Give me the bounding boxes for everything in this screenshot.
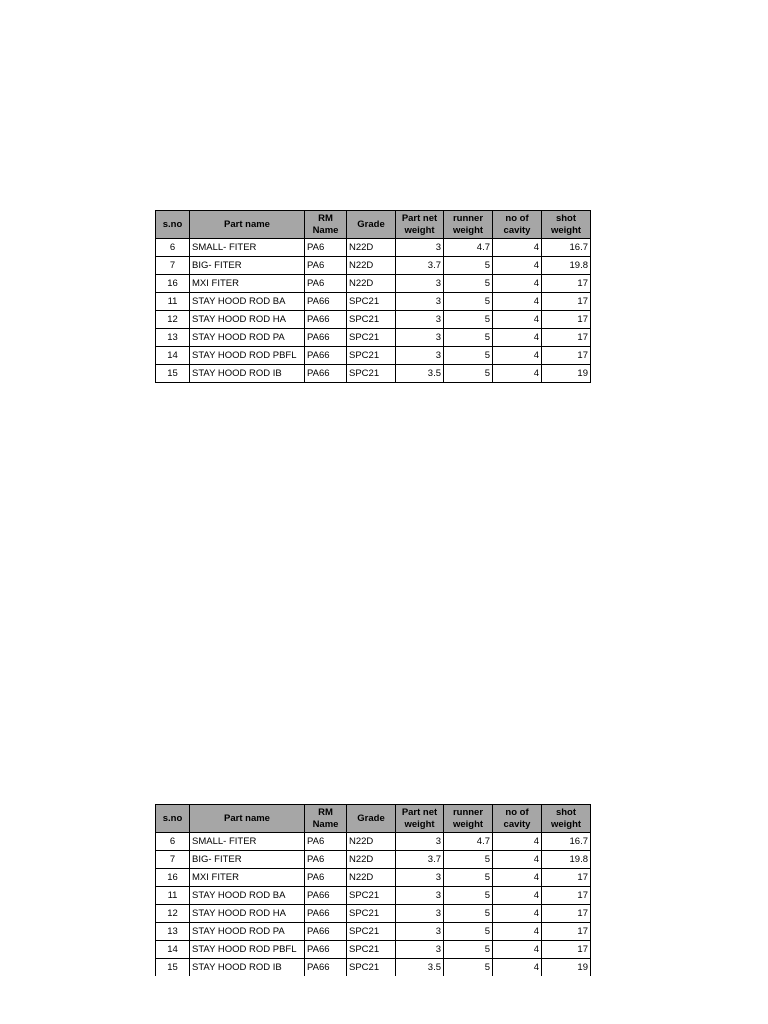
header-row <box>156 805 591 833</box>
part-net-weight-cell: 3 <box>396 311 444 329</box>
sno-cell: 16 <box>156 869 190 887</box>
rm-name-header: RM Name <box>305 805 347 833</box>
part-name-cell: STAY HOOD ROD HA <box>190 905 305 923</box>
sno-cell: 12 <box>156 905 190 923</box>
rm-name-cell: PA66 <box>305 311 347 329</box>
part-net-weight-cell: 3.5 <box>396 365 444 383</box>
runner-weight-cell: 5 <box>444 257 493 275</box>
shot-weight-cell: 16.7 <box>542 833 591 851</box>
part-name-cell: STAY HOOD ROD HA <box>190 311 305 329</box>
cavity-header: no of cavity <box>493 805 542 833</box>
rm-name-cell: PA6 <box>305 257 347 275</box>
cavity-cell: 4 <box>493 257 542 275</box>
cavity-cell: 4 <box>493 941 542 959</box>
grade-cell: SPC21 <box>347 365 396 383</box>
runner-weight-cell: 5 <box>444 275 493 293</box>
runner-weight-header: runner weight <box>444 211 493 239</box>
shot-weight-cell: 17 <box>542 275 591 293</box>
part-name-cell: STAY HOOD ROD BA <box>190 293 305 311</box>
rm-name-cell: PA66 <box>305 347 347 365</box>
grade-cell: SPC21 <box>347 941 396 959</box>
part-name-cell: STAY HOOD ROD IB <box>190 365 305 383</box>
part-name-cell: STAY HOOD ROD PA <box>190 923 305 941</box>
part-net-weight-cell: 3 <box>396 239 444 257</box>
part-net-weight-cell: 3.7 <box>396 851 444 869</box>
cavity-cell: 4 <box>493 293 542 311</box>
sno-cell: 7 <box>156 851 190 869</box>
parts-table-bottom <box>155 804 591 976</box>
part-net-weight-cell: 3 <box>396 923 444 941</box>
grade-cell: SPC21 <box>347 887 396 905</box>
table-row <box>156 959 591 977</box>
rm-name-cell: PA6 <box>305 239 347 257</box>
sno-cell: 15 <box>156 959 190 977</box>
runner-weight-cell: 5 <box>444 851 493 869</box>
shot-weight-cell: 17 <box>542 887 591 905</box>
table-row <box>156 851 591 869</box>
shot-weight-cell: 17 <box>542 293 591 311</box>
sno-cell: 15 <box>156 365 190 383</box>
part-name-cell: SMALL- FITER <box>190 239 305 257</box>
part-name-cell: STAY HOOD ROD PA <box>190 329 305 347</box>
runner-weight-cell: 4.7 <box>444 239 493 257</box>
cavity-header: no of cavity <box>493 211 542 239</box>
table-row <box>156 869 591 887</box>
runner-weight-cell: 5 <box>444 311 493 329</box>
table-row <box>156 923 591 941</box>
runner-weight-cell: 5 <box>444 347 493 365</box>
part-name-cell: SMALL- FITER <box>190 833 305 851</box>
rm-name-cell: PA6 <box>305 869 347 887</box>
grade-cell: N22D <box>347 257 396 275</box>
shot-weight-cell: 16.7 <box>542 239 591 257</box>
grade-cell: SPC21 <box>347 959 396 977</box>
shot-weight-cell: 19.8 <box>542 257 591 275</box>
grade-cell: SPC21 <box>347 329 396 347</box>
runner-weight-cell: 5 <box>444 959 493 977</box>
part-name-header: Part name <box>190 805 305 833</box>
shot-weight-header: shot weight <box>542 805 591 833</box>
cavity-cell: 4 <box>493 329 542 347</box>
shot-weight-cell: 17 <box>542 923 591 941</box>
rm-name-cell: PA6 <box>305 833 347 851</box>
runner-weight-cell: 5 <box>444 329 493 347</box>
rm-name-cell: PA66 <box>305 365 347 383</box>
rm-name-cell: PA66 <box>305 959 347 977</box>
sno-cell: 11 <box>156 293 190 311</box>
grade-cell: N22D <box>347 869 396 887</box>
shot-weight-cell: 17 <box>542 869 591 887</box>
rm-name-cell: PA66 <box>305 887 347 905</box>
cavity-cell: 4 <box>493 959 542 977</box>
table-header <box>156 805 591 833</box>
runner-weight-cell: 4.7 <box>444 833 493 851</box>
grade-cell: N22D <box>347 275 396 293</box>
part-net-weight-cell: 3 <box>396 869 444 887</box>
part-net-weight-cell: 3 <box>396 347 444 365</box>
shot-weight-cell: 17 <box>542 311 591 329</box>
shot-weight-cell: 17 <box>542 941 591 959</box>
part-name-cell: STAY HOOD ROD PBFL <box>190 347 305 365</box>
rm-name-cell: PA66 <box>305 905 347 923</box>
grade-cell: SPC21 <box>347 293 396 311</box>
part-net-weight-cell: 3 <box>396 293 444 311</box>
runner-weight-cell: 5 <box>444 293 493 311</box>
table-row <box>156 941 591 959</box>
runner-weight-cell: 5 <box>444 923 493 941</box>
grade-header: Grade <box>347 211 396 239</box>
sno-cell: 14 <box>156 347 190 365</box>
part-name-cell: STAY HOOD ROD IB <box>190 959 305 977</box>
grade-cell: N22D <box>347 851 396 869</box>
shot-weight-cell: 17 <box>542 905 591 923</box>
runner-weight-cell: 5 <box>444 365 493 383</box>
part-name-cell: BIG- FITER <box>190 257 305 275</box>
part-name-cell: MXI FITER <box>190 869 305 887</box>
part-name-cell: BIG- FITER <box>190 851 305 869</box>
sno-header: s.no <box>156 805 190 833</box>
cavity-cell: 4 <box>493 869 542 887</box>
part-net-weight-cell: 3 <box>396 905 444 923</box>
table-row <box>156 833 591 851</box>
part-net-weight-cell: 3 <box>396 887 444 905</box>
sno-cell: 14 <box>156 941 190 959</box>
cavity-cell: 4 <box>493 923 542 941</box>
table-body <box>156 833 591 977</box>
shot-weight-cell: 19.8 <box>542 851 591 869</box>
part-net-weight-cell: 3 <box>396 275 444 293</box>
cavity-cell: 4 <box>493 887 542 905</box>
grade-cell: SPC21 <box>347 923 396 941</box>
sno-header: s.no <box>156 211 190 239</box>
shot-weight-header: shot weight <box>542 211 591 239</box>
part-net-weight-cell: 3.7 <box>396 257 444 275</box>
runner-weight-header: runner weight <box>444 805 493 833</box>
sno-cell: 13 <box>156 923 190 941</box>
sno-cell: 6 <box>156 833 190 851</box>
part-net-weight-cell: 3 <box>396 941 444 959</box>
grade-cell: N22D <box>347 833 396 851</box>
cavity-cell: 4 <box>493 239 542 257</box>
shot-weight-cell: 19 <box>542 365 591 383</box>
shot-weight-cell: 19 <box>542 959 591 977</box>
grade-cell: N22D <box>347 239 396 257</box>
grade-header: Grade <box>347 805 396 833</box>
table-row <box>156 905 591 923</box>
cavity-cell: 4 <box>493 347 542 365</box>
sno-cell: 11 <box>156 887 190 905</box>
rm-name-cell: PA6 <box>305 275 347 293</box>
grade-cell: SPC21 <box>347 905 396 923</box>
part-net-weight-header: Part net weight <box>396 211 444 239</box>
part-name-header: Part name <box>190 211 305 239</box>
cavity-cell: 4 <box>493 905 542 923</box>
runner-weight-cell: 5 <box>444 905 493 923</box>
rm-name-cell: PA66 <box>305 941 347 959</box>
part-net-weight-cell: 3 <box>396 833 444 851</box>
sno-cell: 12 <box>156 311 190 329</box>
rm-name-cell: PA6 <box>305 851 347 869</box>
sno-cell: 6 <box>156 239 190 257</box>
part-net-weight-cell: 3.5 <box>396 959 444 977</box>
cavity-cell: 4 <box>493 311 542 329</box>
grade-cell: SPC21 <box>347 347 396 365</box>
part-name-cell: STAY HOOD ROD BA <box>190 887 305 905</box>
shot-weight-cell: 17 <box>542 329 591 347</box>
sno-cell: 16 <box>156 275 190 293</box>
runner-weight-cell: 5 <box>444 941 493 959</box>
cavity-cell: 4 <box>493 275 542 293</box>
rm-name-cell: PA66 <box>305 329 347 347</box>
shot-weight-cell: 17 <box>542 347 591 365</box>
cavity-cell: 4 <box>493 851 542 869</box>
sno-cell: 13 <box>156 329 190 347</box>
part-name-cell: STAY HOOD ROD PBFL <box>190 941 305 959</box>
rm-name-cell: PA66 <box>305 293 347 311</box>
runner-weight-cell: 5 <box>444 869 493 887</box>
rm-name-cell: PA66 <box>305 923 347 941</box>
part-net-weight-cell: 3 <box>396 329 444 347</box>
part-name-cell: MXI FITER <box>190 275 305 293</box>
grade-cell: SPC21 <box>347 311 396 329</box>
rm-name-header: RM Name <box>305 211 347 239</box>
cavity-cell: 4 <box>493 365 542 383</box>
part-net-weight-header: Part net weight <box>396 805 444 833</box>
table-row <box>156 887 591 905</box>
runner-weight-cell: 5 <box>444 887 493 905</box>
sno-cell: 7 <box>156 257 190 275</box>
cavity-cell: 4 <box>493 833 542 851</box>
